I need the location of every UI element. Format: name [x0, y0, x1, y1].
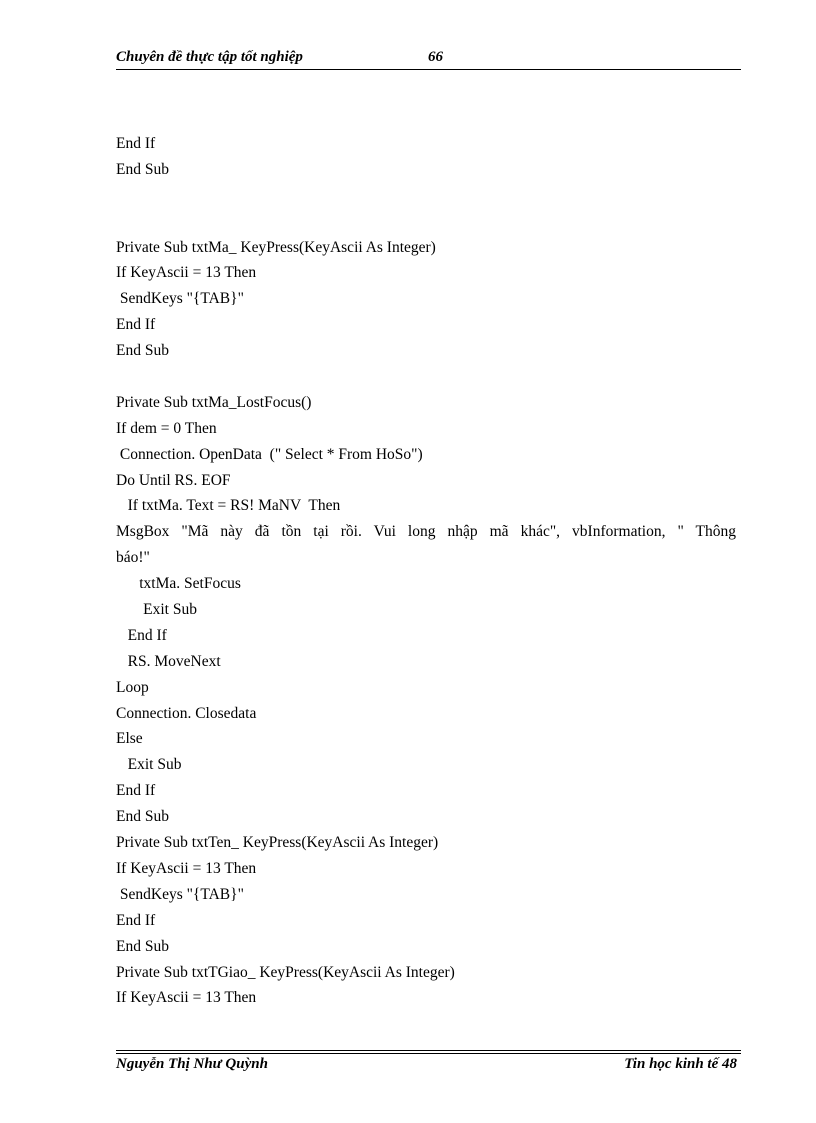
header-rule — [116, 69, 741, 70]
code-line — [116, 364, 736, 390]
code-line: MsgBox "Mã này đã tồn tại rồi. Vui long nhập mã khác", vbInformation, " Thông — [116, 523, 736, 541]
code-line: Connection. Closedata — [116, 704, 257, 722]
code-line: Exit Sub — [116, 756, 182, 774]
page-footer — [116, 1056, 741, 1078]
code-block — [116, 131, 736, 1011]
code-line: End Sub — [116, 160, 169, 178]
code-line: End If — [116, 782, 156, 800]
code-line: Connection. OpenData (" Select * From HoSo") — [116, 445, 423, 463]
code-line: If txtMa. Text = RS! MaNV Then — [116, 497, 341, 515]
code-line: Private Sub txtMa_LostFocus() — [116, 393, 312, 411]
code-line: End Sub — [116, 937, 169, 955]
code-line — [116, 209, 736, 235]
code-line: End If — [116, 135, 156, 152]
code-line: End Sub — [116, 808, 169, 826]
code-line: Loop — [116, 678, 149, 696]
header-page-number: 66 — [428, 49, 443, 65]
code-line: Private Sub txtMa_ KeyPress(KeyAscii As Integer) — [116, 238, 436, 256]
code-line: Private Sub txtTGiao_ KeyPress(KeyAscii As Integer) — [116, 963, 455, 981]
code-line: RS. MoveNext — [116, 652, 221, 670]
footer-rule-bottom — [116, 1053, 741, 1054]
code-line: If KeyAscii = 13 Then — [116, 859, 257, 877]
code-line: SendKeys "{TAB}" — [116, 290, 244, 308]
code-line: txtMa. SetFocus — [116, 575, 241, 593]
header-title: Chuyên đề thực tập tốt nghiệp — [116, 49, 303, 65]
code-line: Exit Sub — [116, 601, 197, 619]
code-line: If KeyAscii = 13 Then — [116, 264, 257, 282]
page-header — [116, 47, 741, 69]
code-line — [116, 183, 736, 209]
code-line: Private Sub txtTen_ KeyPress(KeyAscii As Integer) — [116, 834, 439, 852]
code-line: End If — [116, 316, 156, 334]
code-line: Else — [116, 730, 143, 748]
code-line: End If — [116, 626, 167, 644]
code-line: End If — [116, 911, 156, 929]
footer-rule-top — [116, 1050, 741, 1051]
code-line: If dem = 0 Then — [116, 419, 217, 437]
code-line: SendKeys "{TAB}" — [116, 885, 244, 903]
code-line: End Sub — [116, 342, 169, 360]
code-line: If KeyAscii = 13 Then — [116, 989, 257, 1007]
footer-author: Nguyễn Thị Như Quỳnh — [116, 1056, 268, 1072]
footer-department: Tin học kinh tế 48 — [624, 1056, 737, 1072]
code-line: báo!" — [116, 549, 150, 567]
code-line: Do Until RS. EOF — [116, 471, 231, 489]
